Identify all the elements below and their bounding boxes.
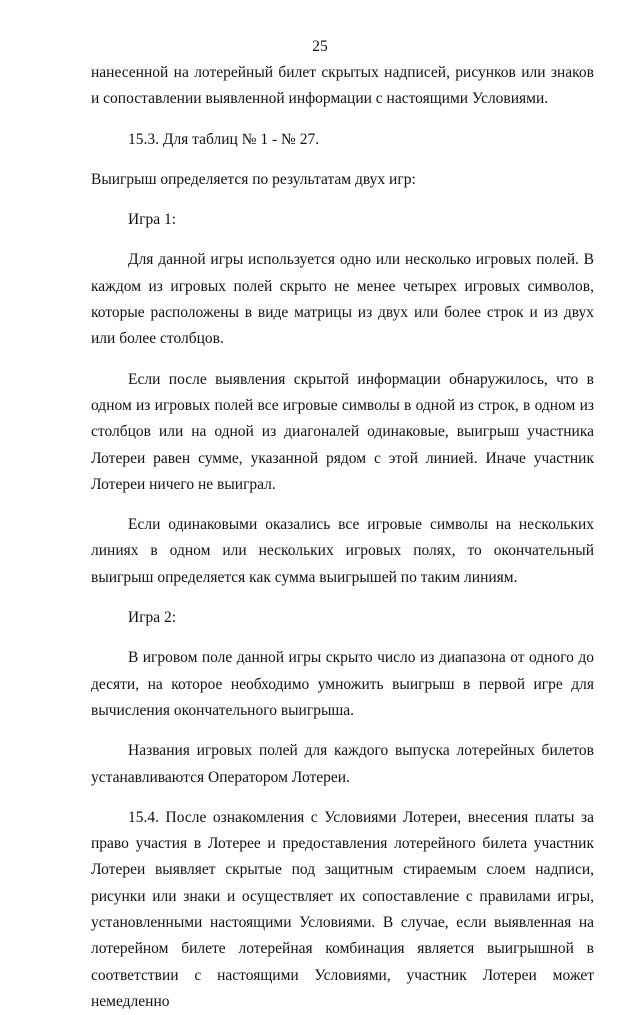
section-paragraph-15-4: 15.4. После ознакомления с Условиями Лотереи, внесения платы за право участия в Лотерее и предоставления лотерейного билета участник Лотереи выявляет скрытые под защитным стираемым слоем надписи, рисунки или знаки и осуществляет их сопоставление с правилами игры, установленными настоящими Условиями. В случае, если выявленная на лотерейном билете лотерейная комбинация является выигрышной в соответствии с настоящими Условиями, участник Лотереи может немедленно [91, 808, 594, 1010]
paragraph-games-intro: Выигрыш определяется по результатам двух игр: [91, 170, 416, 188]
paragraph-game-1-multiple-lines: Если одинаковыми оказались все игровые символы на нескольких линиях в одном или нескольких игровых полях, то окончательный выигрыш определяется как сумма выигрышей по таким линиям. [91, 516, 594, 586]
paragraph-continuation: нанесенной на лотерейный билет скрытых надписей, рисунков или знаков и сопоставлении выявленной информации с настоящими Условиями. [91, 64, 594, 108]
section-heading-15-3: 15.3. Для таблиц № 1 - № 27. [128, 130, 320, 148]
game-2-heading: Игра 2: [128, 609, 177, 627]
page-number: 25 [312, 38, 328, 55]
paragraph-game-1-fields: Для данной игры используется одно или несколько игровых полей. В каждом из игровых полей скрыто не менее четырех игровых символов, которые расположены в виде матрицы из двух или более строк и из двух или более столбцов. [91, 251, 594, 348]
document-body [91, 60, 594, 1015]
game-1-heading: Игра 1: [128, 211, 177, 229]
paragraph-game-1-win-rule: Если после выявления скрытой информации обнаружилось, что в одном из игровых полей все игровые символы в одной из строк, в одном из столбцов или на одной из диагоналей одинаковые, выигрыш участника Лотереи равен сумме, указанной рядом с этой линией. Иначе участник Лотереи ничего не выиграл. [91, 370, 594, 493]
paragraph-field-names: Названия игровых полей для каждого выпуска лотерейных билетов устанавливаются Оператором Лотереи. [91, 742, 594, 786]
paragraph-game-2-multiplier: В игровом поле данной игры скрыто число из диапазона от одного до десяти, на которое необходимо умножить выигрыш в первой игре для вычисления окончательного выигрыша. [91, 649, 594, 719]
